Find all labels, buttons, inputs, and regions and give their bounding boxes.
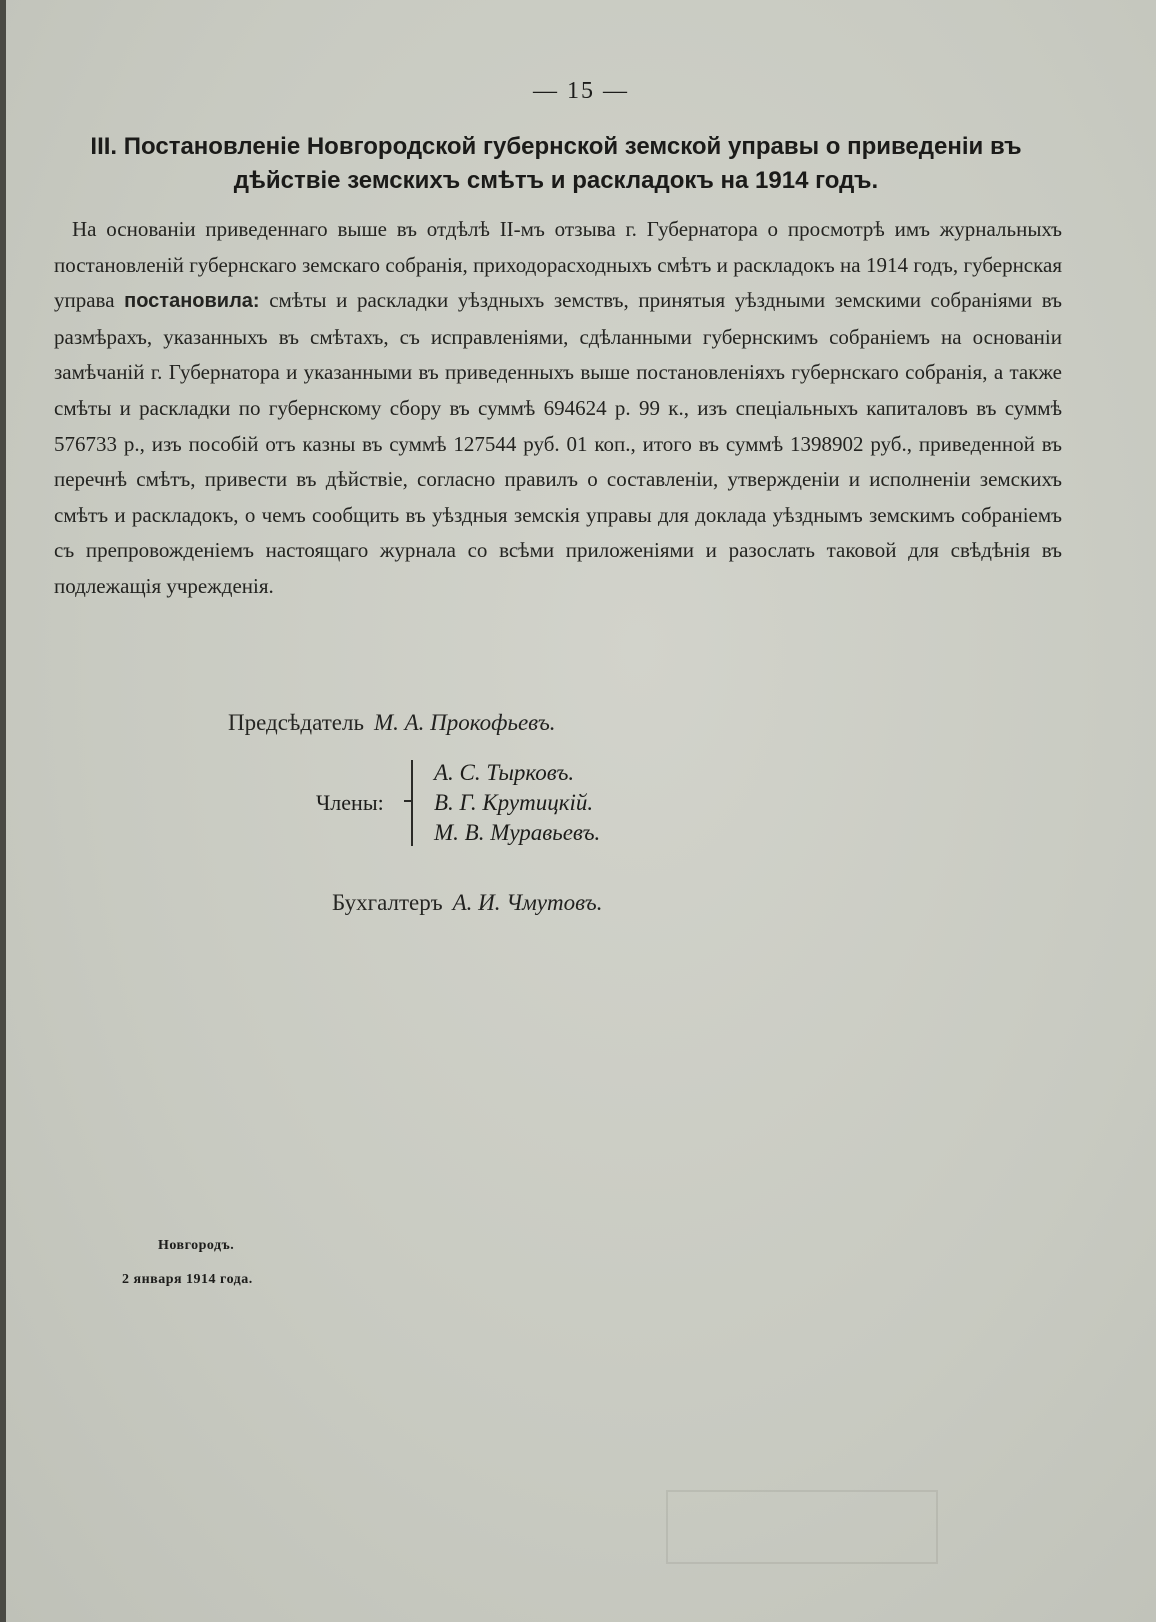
member-name: М. В. Муравьевъ. [434, 820, 601, 845]
chairman-role: Предсѣдатель [228, 710, 364, 735]
bleed-through-shadow [66, 662, 1066, 712]
chairman-signature [228, 710, 556, 736]
accountant-role: Бухгалтеръ [332, 890, 443, 915]
body-text-part1: На основаніи приведеннаго выше въ отдѣлѣ II-мъ отзыва г. Губернатора о просмотрѣ имъ журнальныхъ постановленій губернскаго земскаго собранія, приходорасходныхъ смѣтъ и раскладокъ на 1914 годъ, губернская управа [54, 217, 1062, 313]
footer-date: 2 января 1914 года. [122, 1272, 253, 1287]
body-text-part2: смѣты и раскладки уѣздныхъ земствъ, принятыя уѣздными земскими собраніями въ размѣрахъ, указанныхъ въ смѣтахъ, съ исправленіями, сдѣланными губернскимъ собраніемъ на основаніи замѣчаній г. Губернатора и указанными въ приведенныхъ выше постановленіяхъ губернскаго собранія, а также смѣты и раскладки по губернскому сбору въ суммѣ 694624 р. 99 к., изъ спеціальныхъ капиталовъ въ суммѣ 576733 р., изъ пособій отъ казны въ суммѣ 127544 руб. 01 коп., итого въ суммѣ 1398902 руб., приведенной въ перечнѣ смѣтъ, привести въ дѣйствіе, согласно правилъ о составленіи, утвержденіи и исполненіи земскихъ смѣтъ и раскладокъ, о чемъ сообщить въ уѣздныя земскія управы для доклада уѣзднымъ земскимъ собраніемъ съ препровожденіемъ настоящаго журнала со всѣми приложеніями и разослать таковой для свѣдѣнія въ подлежащія учрежденія. [54, 288, 1062, 598]
members-brace [411, 760, 421, 846]
accountant-name: А. И. Чмутовъ. [452, 890, 603, 915]
accountant-signature [332, 890, 602, 916]
member-name: А. С. Тырковъ. [434, 760, 575, 785]
body-paragraph [54, 212, 1062, 605]
chairman-name: М. А. Прокофьевъ. [373, 710, 556, 735]
members-list [434, 758, 600, 848]
body-text-emphasis: постановила: [124, 290, 260, 313]
member-name: В. Г. Крутицкій. [434, 790, 594, 815]
page-number: — 15 — [533, 78, 629, 104]
bleed-through-stamp [666, 1490, 938, 1564]
members-label: Члены: [316, 790, 384, 815]
footer-place: Новгородъ. [158, 1238, 235, 1253]
section-heading: III. Постановленіе Новгородской губернской земской управы о приведеніи въ дѣйствіе земскихъ смѣтъ и раскладокъ на 1914 годъ. [90, 133, 1022, 194]
